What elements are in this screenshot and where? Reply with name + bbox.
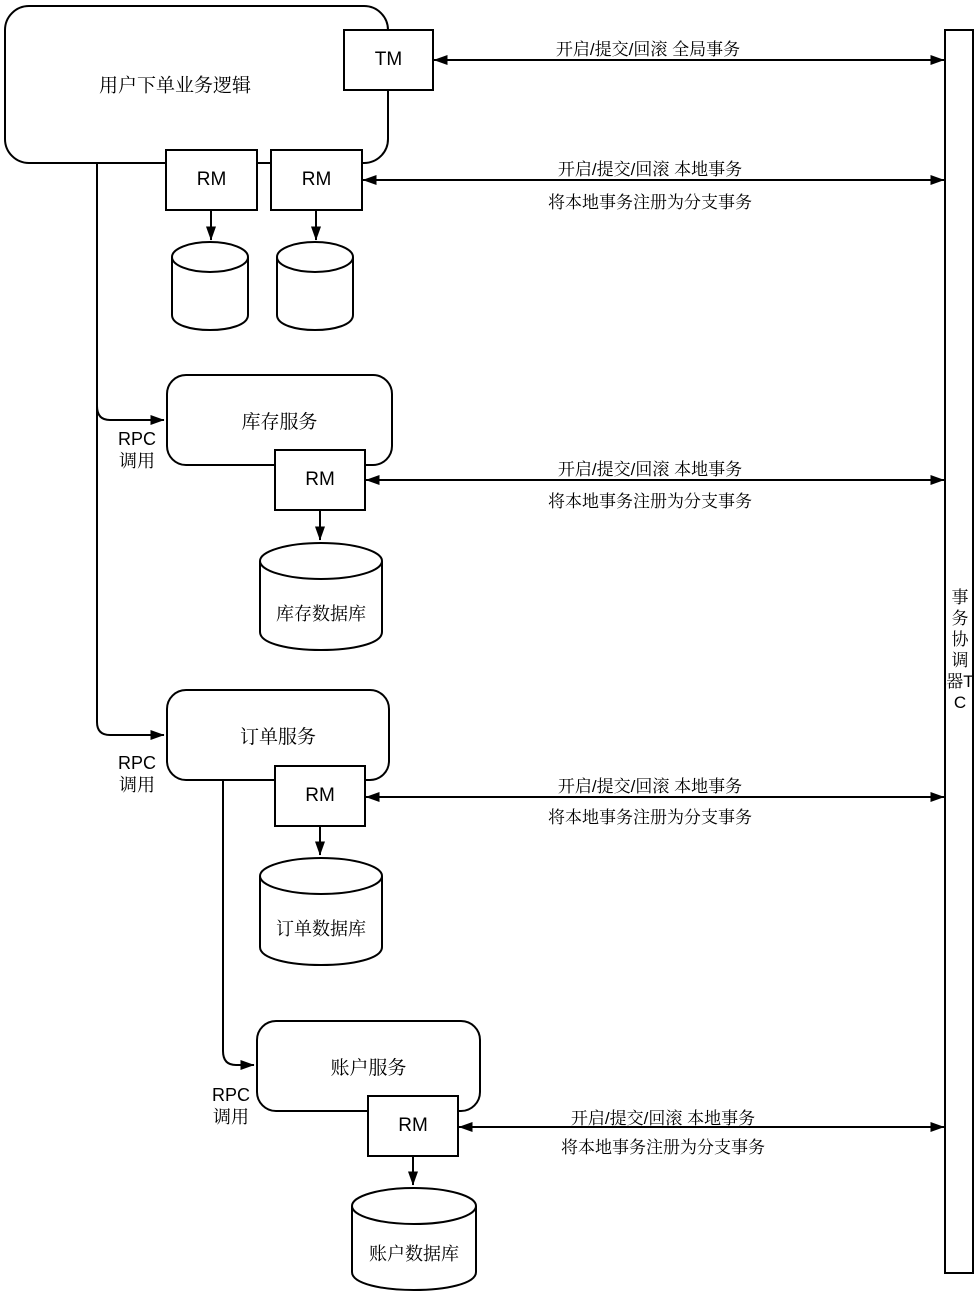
- branch-arrow-order-label-1: 开启/提交/回滚 本地事务: [557, 777, 743, 796]
- branch-arrow-business-label-1: 开启/提交/回滚 本地事务: [557, 160, 743, 179]
- branch-arrow-business-label-2: 将本地事务注册为分支事务: [548, 193, 752, 212]
- db-label-account: 账户数据库: [369, 1244, 459, 1264]
- tc-label: 事务协调器TC: [946, 588, 974, 712]
- db-label-inventory: 库存数据库: [276, 604, 366, 624]
- rpc-call-label-account: [212, 1084, 250, 1128]
- rpc-line-to-inventory: [97, 406, 164, 420]
- rm-label-account: RM: [398, 1115, 428, 1136]
- branch-arrow-inventory-label-1: 开启/提交/回滚 本地事务: [557, 460, 743, 479]
- rpc-text-line2: 调用: [118, 451, 155, 471]
- rm-label-order: RM: [305, 785, 335, 806]
- rm-label-business-2: RM: [301, 169, 332, 190]
- db-cylinder-business-1: [172, 242, 248, 330]
- branch-arrow-account-label-2: 将本地事务注册为分支事务: [561, 1138, 765, 1157]
- service-label-account: 账户服务: [330, 1057, 407, 1079]
- db-cylinder-inventory: [260, 543, 382, 650]
- db-cylinder-account: [352, 1188, 476, 1290]
- branch-arrow-inventory-label-2: 将本地事务注册为分支事务: [548, 492, 752, 511]
- global-arrow-label: 开启/提交/回滚 全局事务: [555, 40, 741, 59]
- rpc-call-label-inventory: [118, 428, 156, 472]
- rm-label-business-1: RM: [196, 169, 227, 190]
- rpc-call-label-order: [118, 752, 156, 796]
- rm-label-inventory: RM: [305, 469, 335, 490]
- tm-label: TM: [374, 49, 403, 70]
- rpc-text-line2: 调用: [118, 775, 155, 795]
- service-label-inventory: 库存服务: [241, 411, 318, 433]
- rpc-text-line2: 调用: [212, 1107, 249, 1127]
- rpc-text-line1: RPC: [117, 429, 157, 449]
- service-label-order: 订单服务: [239, 726, 316, 748]
- user-logic-label: 用户下单业务逻辑: [98, 75, 252, 97]
- rpc-line-to-account: [223, 780, 254, 1065]
- branch-arrow-account-label-1: 开启/提交/回滚 本地事务: [570, 1109, 756, 1128]
- branch-arrow-order-label-2: 将本地事务注册为分支事务: [548, 808, 752, 827]
- rpc-text-line1: RPC: [117, 753, 157, 773]
- db-cylinder-order: [260, 858, 382, 965]
- rpc-text-line1: RPC: [211, 1085, 251, 1105]
- db-label-order: 订单数据库: [276, 919, 366, 939]
- db-cylinder-business-2: [277, 242, 353, 330]
